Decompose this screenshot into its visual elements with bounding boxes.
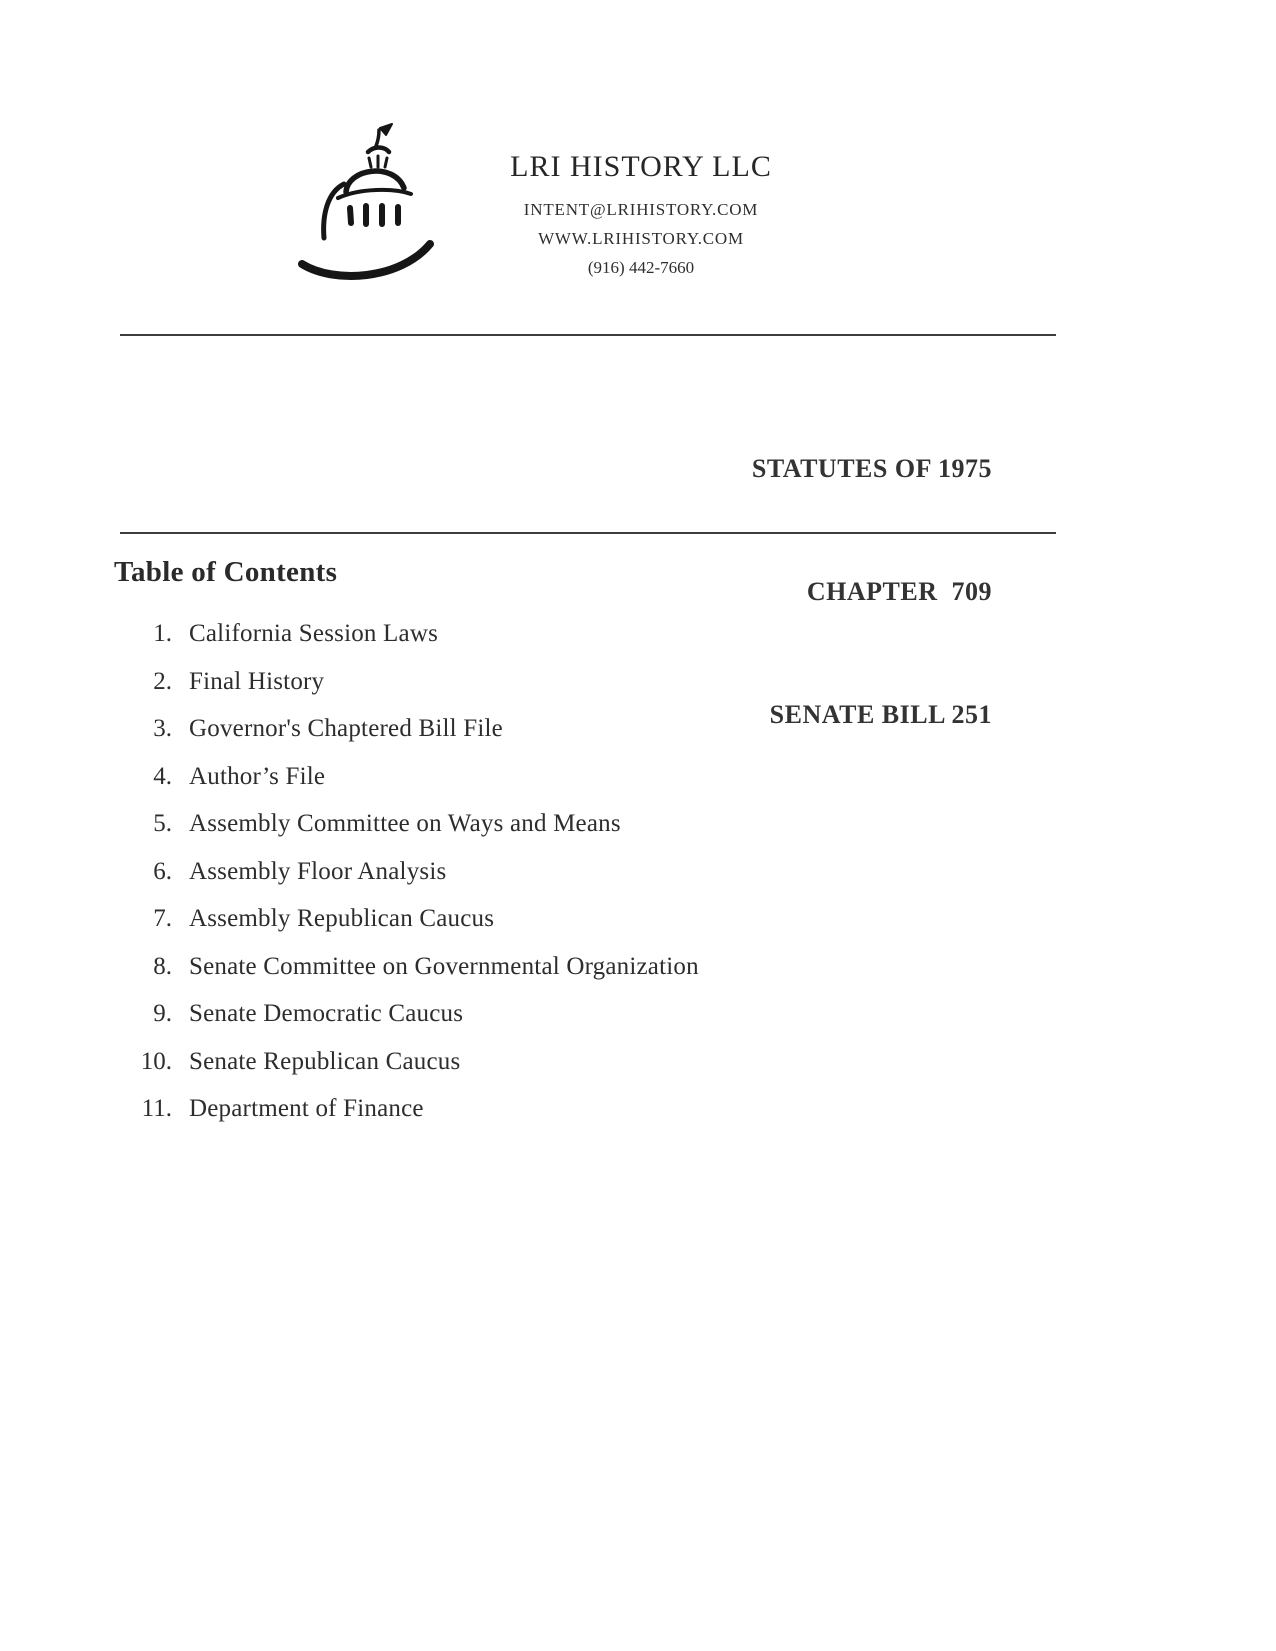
- toc-item-label: Assembly Republican Caucus: [189, 905, 495, 932]
- toc-list: [114, 620, 699, 1143]
- toc-item-label: Senate Republican Caucus: [189, 1047, 461, 1075]
- toc-item-label: Senate Democratic Caucus: [189, 1000, 464, 1027]
- toc-item: [114, 1048, 699, 1096]
- toc-item-number: 4.: [153, 762, 172, 790]
- org-name: LRI HISTORY LLC: [510, 150, 772, 183]
- toc-item-number: 11.: [141, 1095, 172, 1122]
- toc-item-label: Governor's Chaptered Bill File: [189, 715, 503, 742]
- toc-item: [114, 715, 699, 763]
- toc-item-label: Author’s File: [189, 762, 326, 790]
- toc-heading: Table of Contents: [114, 556, 338, 588]
- toc-item-label: Assembly Committee on Ways and Means: [189, 810, 621, 837]
- toc-item: [114, 905, 699, 953]
- senate-bill-line: SENATE BILL 251: [769, 700, 992, 729]
- toc-item-number: 5.: [153, 810, 172, 837]
- toc-item-number: 8.: [153, 952, 172, 980]
- toc-item: [114, 620, 699, 668]
- toc-item: [114, 953, 699, 1001]
- org-email: INTENT@LRIHISTORY.COM: [523, 200, 759, 219]
- chapter-line: CHAPTER 709: [806, 577, 992, 606]
- toc-item-number: 6.: [153, 857, 172, 885]
- toc-item: [114, 668, 699, 716]
- org-website: WWW.LRIHISTORY.COM: [538, 229, 744, 248]
- toc-item: [114, 858, 699, 906]
- divider-top: [120, 334, 1056, 336]
- toc-item: [114, 763, 699, 811]
- toc-item-number: 7.: [153, 905, 172, 932]
- toc-item-number: 1.: [153, 620, 172, 647]
- toc-item-label: California Session Laws: [189, 620, 439, 647]
- toc-item: [114, 810, 699, 858]
- toc-item-label: Assembly Floor Analysis: [189, 857, 447, 885]
- letterhead: [298, 122, 806, 287]
- capitol-dome-icon: [298, 122, 438, 287]
- toc-item: [114, 1095, 699, 1143]
- toc-item: [114, 1000, 699, 1048]
- title-block: [752, 366, 992, 817]
- toc-item-label: Final History: [189, 667, 325, 695]
- toc-item-number: 10.: [140, 1047, 172, 1075]
- toc-item-label: Senate Committee on Governmental Organization: [189, 952, 699, 980]
- toc-item-number: 3.: [153, 715, 172, 742]
- org-block: [476, 122, 806, 278]
- toc-item-number: 9.: [153, 1000, 172, 1027]
- toc-item-number: 2.: [153, 667, 172, 695]
- toc-item-label: Department of Finance: [189, 1095, 424, 1122]
- org-phone: (916) 442-7660: [587, 258, 695, 277]
- statutes-line: STATUTES OF 1975: [751, 454, 992, 483]
